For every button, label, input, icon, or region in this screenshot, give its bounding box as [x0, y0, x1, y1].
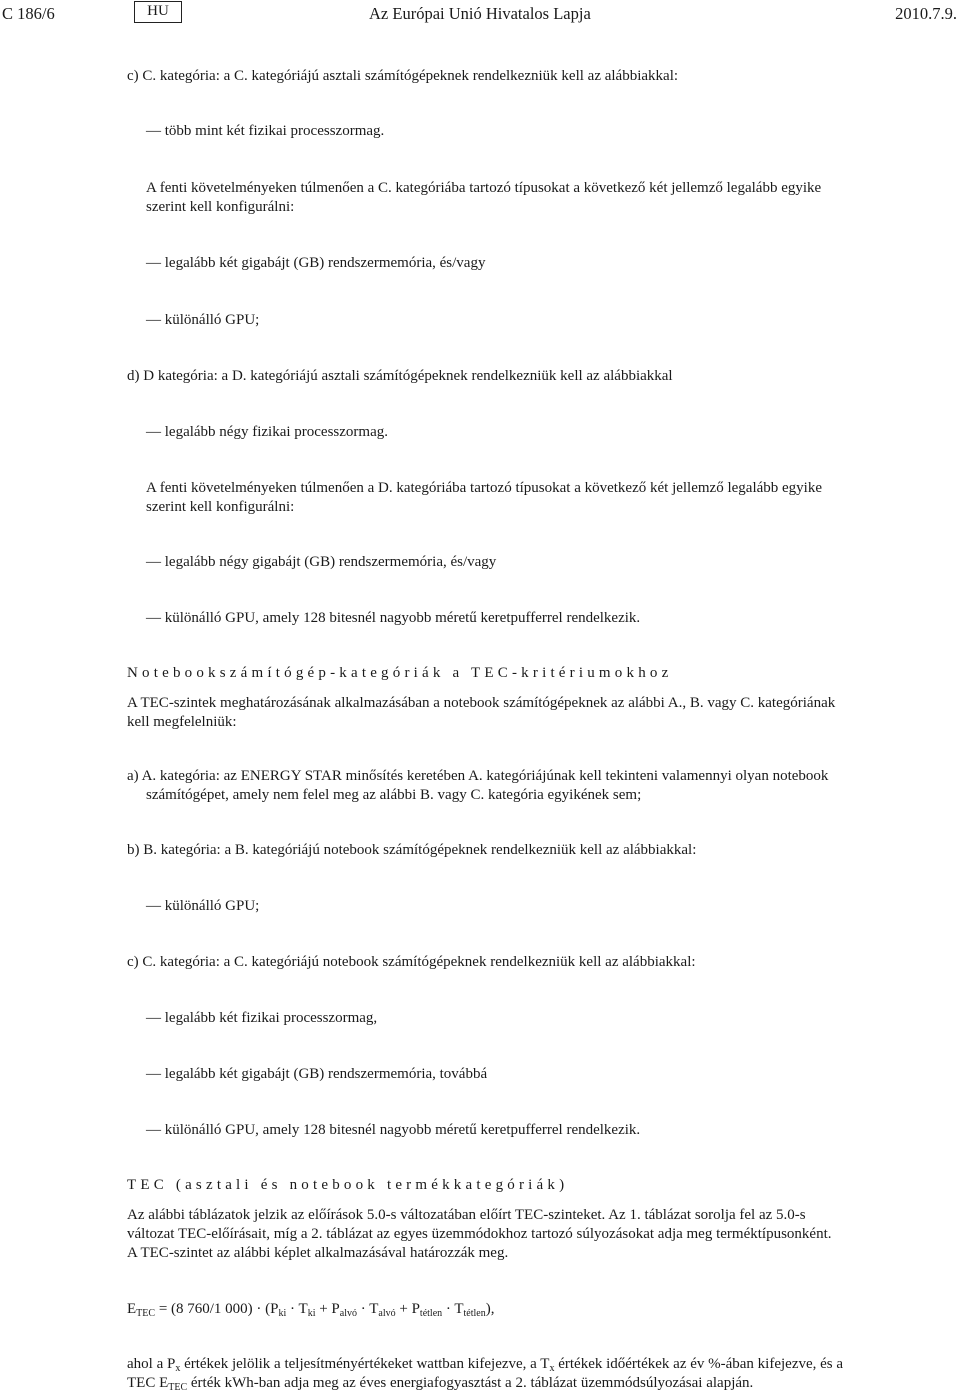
list-item: — különálló GPU, amely 128 bitesnél nagyobb méretű keretpufferrel rendelkezik.	[146, 610, 641, 626]
publication-title: Az Európai Unió Hivatalos Lapja	[369, 4, 591, 23]
language-badge: HU	[134, 1, 182, 23]
list-item: — legalább négy gigabájt (GB) rendszermemória, és/vagy	[146, 554, 497, 570]
list-item: — különálló GPU;	[146, 898, 260, 914]
section-heading: Notebookszámítógép-kategóriák a TEC-kritériumokhoz	[127, 665, 673, 681]
list-item: — legalább két fizikai processzormag,	[146, 1010, 378, 1026]
list-item: — legalább két gigabájt (GB) rendszermemória, továbbá	[146, 1066, 488, 1082]
list-item: — különálló GPU, amely 128 bitesnél nagyobb méretű keretpufferrel rendelkezik.	[146, 1122, 641, 1138]
publication-date: 2010.7.9.	[895, 4, 957, 23]
paragraph-line: szerint kell konfigurálni:	[146, 199, 295, 215]
paragraph-line: szerint kell konfigurálni:	[146, 499, 295, 515]
notebook-a-line: a) A. kategória: az ENERGY STAR minősítés keretében A. kategóriájúnak kell tekinteni valamennyi olyan notebook	[127, 768, 829, 784]
paragraph-line: TEC $E_{TEC}$ érték kWh-ban adja meg az éves energiafogyasztást a 2. táblázat üzemmódsúlyozásai alapján.	[127, 1375, 754, 1393]
desktop-d-intro: d) D kategória: a D. kategóriájú asztali számítógépeknek rendelkezniük kell az alábbiakkal	[127, 368, 673, 384]
paragraph-line: A TEC-szintet az alábbi képlet alkalmazásával határozzák meg.	[127, 1245, 509, 1261]
list-item: — legalább négy fizikai processzormag.	[146, 424, 388, 440]
desktop-c-intro: c) C. kategória: a C. kategóriájú asztali számítógépeknek rendelkezniük kell az alábbiakkal:	[127, 68, 679, 84]
paragraph-line: kell megfelelniük:	[127, 714, 237, 730]
notebook-c-intro: c) C. kategória: a C. kategóriájú notebook számítógépeknek rendelkezniük kell az alábbiakkal:	[127, 954, 696, 970]
notebook-b-intro: b) B. kategória: a B. kategóriájú notebook számítógépeknek rendelkezniük kell az alábbiakkal:	[127, 842, 697, 858]
section-heading: TEC (asztali és notebook termékkategóriák)	[127, 1177, 569, 1193]
paragraph-line: ahol a $P_x$ értékek jelölik a teljesítményértékeket wattban kifejezve, a $T_x$ értékek időértékek az év %-ában kifejezve, és a	[127, 1356, 844, 1374]
list-item: — több mint két fizikai processzormag.	[146, 123, 385, 139]
notebook-a-line: számítógépet, amely nem felel meg az alábbi B. vagy C. kategória egyikének sem;	[146, 787, 642, 803]
tec-formula: $E_{TEC} = (8$ 760/1 $000) \cdot (P_{ki} \cdot T_{ki} + P_{alvó} \cdot T_{alvó} + P_{tétlen} \cdot T_{tétlen})$,	[127, 1301, 495, 1319]
page-header	[0, 4, 960, 26]
paragraph-line: változat TEC-előírásait, míg a 2. táblázat az egyes üzemmódokhoz tartozó súlyozásokat adja meg terméktípusonként.	[127, 1226, 832, 1242]
paragraph-line: A fenti követelményeken túlmenően a C. kategóriába tartozó típusokat a következő két jellemző legalább egyike	[146, 180, 822, 196]
paragraph-line: A TEC-szintek meghatározásának alkalmazásában a notebook számítógépeknek az alábbi A., B. vagy C. kategóriának	[127, 695, 836, 711]
list-item: — különálló GPU;	[146, 312, 260, 328]
paragraph-line: A fenti követelményeken túlmenően a D. kategóriába tartozó típusokat a következő két jellemző legalább egyike	[146, 480, 823, 496]
list-item: — legalább két gigabájt (GB) rendszermemória, és/vagy	[146, 255, 486, 271]
page-number: C 186/6	[2, 4, 55, 23]
paragraph-line: Az alábbi táblázatok jelzik az előírások 5.0-s változatában előírt TEC-szinteket. Az 1. táblázat sorolja fel az 5.0-s	[127, 1207, 806, 1223]
